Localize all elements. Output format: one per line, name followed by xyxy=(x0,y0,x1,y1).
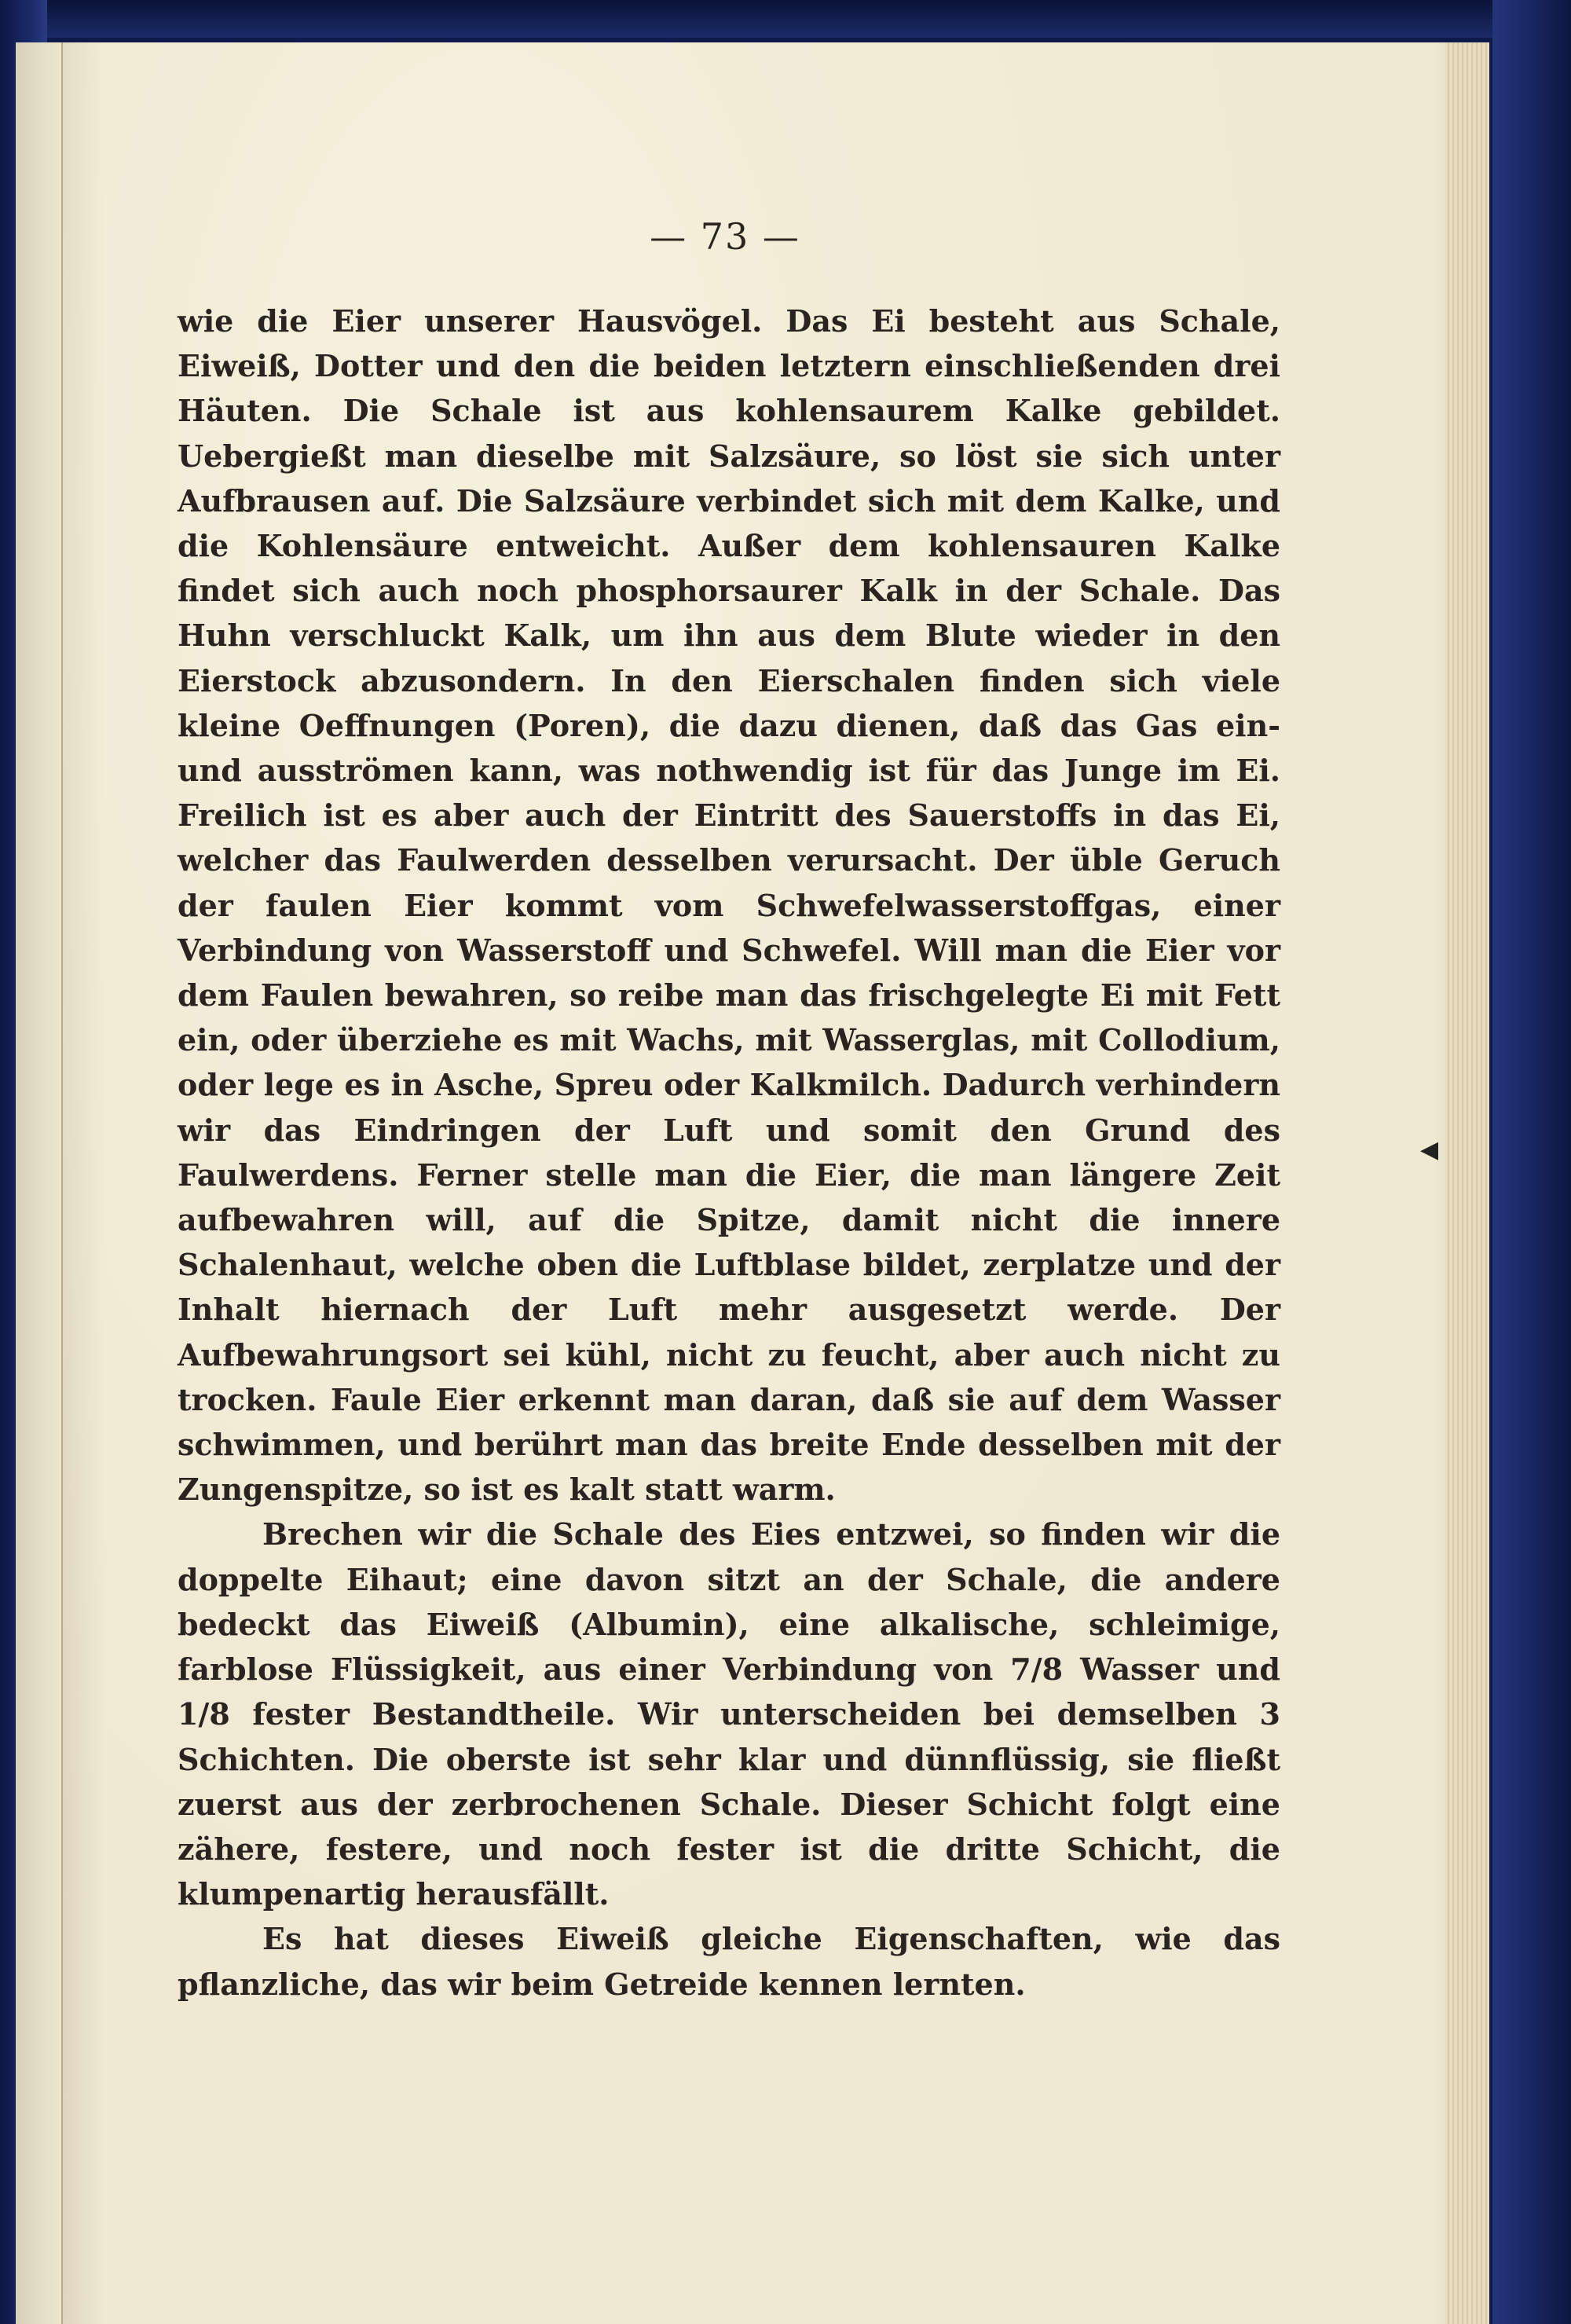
page-number: — 73 — xyxy=(650,215,800,258)
body-text xyxy=(178,299,1280,2007)
paragraph-1: wie die Eier unserer Hausvögel. Das Ei besteht aus Schale, Eiweiß, Dotter und den die beiden letztern einschließenden drei Häuten. Die Schale ist aus kohlensaurem Kalke gebildet. Uebergießt man dieselbe mit Salzsäure, so löst sie sich unter Aufbrausen auf. Die Salzsäure verbindet sich mit dem Kalke, und die Kohlensäure entweicht. Außer dem kohlensauren Kalke findet sich auch noch phosphorsaurer Kalk in der Schale. Das Huhn verschluckt Kalk, um ihn aus dem Blute wieder in den Eierstock abzusondern. In den Eierschalen finden sich viele kleine Oeffnungen (Poren), die dazu dienen, daß das Gas ein- und ausströmen kann, was nothwendig ist für das Junge im Ei. Freilich ist es aber auch der Eintritt des Sauerstoffs in das Ei, welcher das Faulwerden desselben verursacht. Der üble Geruch der faulen Eier kommt vom Schwefelwasserstoffgas, einer Verbindung von Wasserstoff und Schwefel. Will man die Eier vor dem Faulen bewahren, so reibe man das frischgelegte Ei mit Fett ein, oder überziehe es mit Wachs, mit Wasserglas, mit Collodium, oder lege es in Asche, Spreu oder Kalkmilch. Dadurch verhindern wir das Eindringen der Luft und somit den Grund des Faulwerdens. Ferner stelle man die Eier, die man längere Zeit aufbewahren will, auf die Spitze, damit nicht die innere Schalenhaut, welche oben die Luftblase bildet, zerplatze und der Inhalt hiernach der Luft mehr ausgesetzt werde. Der Aufbewahrungsort sei kühl, nicht zu feucht, aber auch nicht zu trocken. Faule Eier erkennt man daran, daß sie auf dem Wasser schwimmen, und berührt man das breite Ende desselben mit der Zungenspitze, so ist es kalt statt warm. xyxy=(178,303,1280,1508)
paragraph-2: Brechen wir die Schale des Eies entzwei, so finden wir die doppelte Eihaut; eine davon sitzt an der Schale, die andere bedeckt das Eiweiß (Albumin), eine alkalische, schleimige, farblose Flüssigkeit, aus einer Verbindung von 7/8 Wasser und 1/8 fester Bestandtheile. Wir unterscheiden bei demselben 3 Schichten. Die oberste ist sehr klar und dünnflüssig, sie fließt zuerst aus der zerbrochenen Schale. Dieser Schicht folgt eine zähere, festere, und noch fester ist die dritte Schicht, die klumpenartig herausfällt. xyxy=(178,1516,1280,1912)
margin-mark: ◀ xyxy=(1420,1136,1439,1164)
page-edges xyxy=(1445,42,1489,2324)
book-cover-top xyxy=(0,0,1571,38)
facing-page-edge xyxy=(16,42,64,2324)
paragraph-3: Es hat dieses Eiweiß gleiche Eigenschaften, wie das pflanzliche, das wir beim Getreide kennen lernten. xyxy=(178,1921,1280,2002)
book-cover-right xyxy=(1492,0,1571,2324)
